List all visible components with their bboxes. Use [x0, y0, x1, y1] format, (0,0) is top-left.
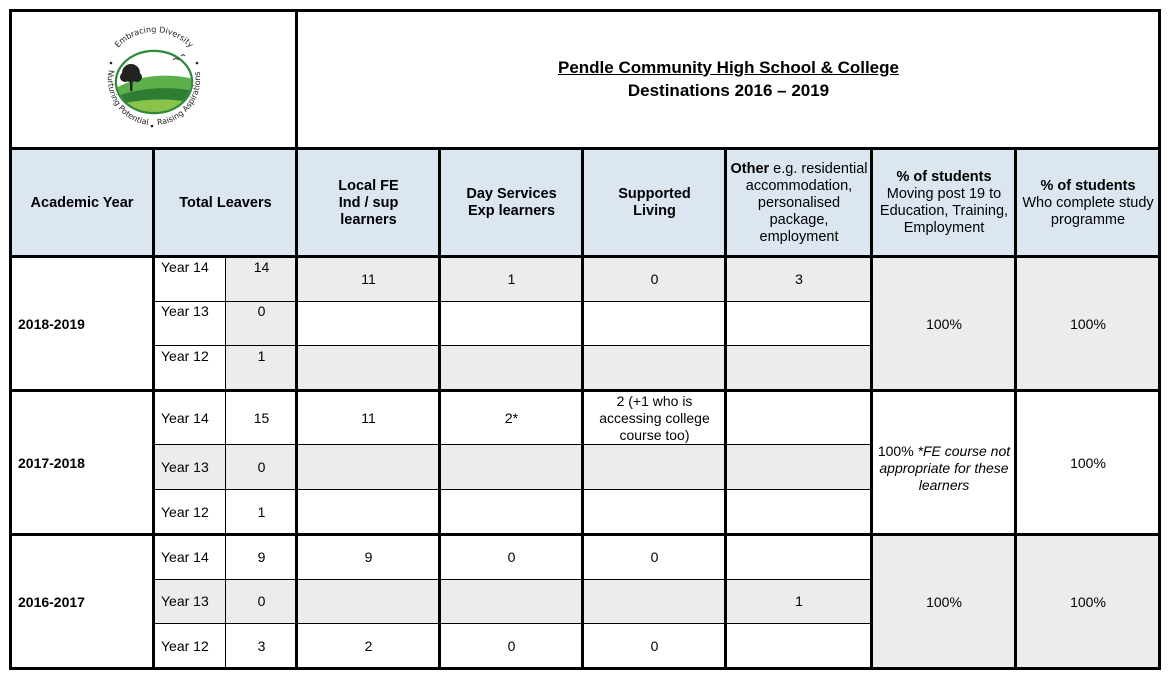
pct-complete-value: 100% — [1016, 257, 1160, 391]
pct-complete-value: 100% — [1016, 391, 1160, 535]
other-value — [726, 624, 872, 669]
border-row — [154, 623, 872, 624]
pct-post19-value: 100% — [872, 257, 1016, 391]
year-label: Year 13 — [154, 301, 226, 346]
pct-post19-header-bold: % of students — [896, 169, 992, 185]
border-outer-bottom — [9, 667, 1161, 670]
logo-arc-top: Embracing Diversity — [112, 24, 195, 49]
pct-complete-value: 100% — [1016, 535, 1160, 669]
academic-year-cell: 2018-2019 — [10, 257, 154, 391]
pct-post19-value: 100% — [872, 535, 1016, 669]
supported-living-value: 2 (+1 who is accessing college course too) — [583, 391, 726, 445]
day-services-value: 0 — [440, 535, 583, 579]
day-services-value: 1 — [440, 257, 583, 301]
col-header-pct-complete — [1016, 149, 1160, 257]
border-col — [870, 147, 873, 670]
border-col — [438, 147, 441, 670]
logo-cell — [10, 10, 297, 149]
border-row — [154, 345, 872, 346]
local-fe-value: 2 — [297, 624, 440, 669]
local-fe-value: 11 — [297, 257, 440, 301]
local-fe-value — [297, 579, 440, 624]
school-logo — [89, 25, 219, 135]
total-leavers-value: 0 — [226, 445, 297, 490]
total-leavers-value: 0 — [226, 301, 297, 346]
other-value — [726, 301, 872, 346]
other-header-rest: e.g. residential accommodation, personalised package, employment — [745, 160, 868, 245]
border-col — [581, 147, 584, 670]
local-fe-value: 11 — [297, 391, 440, 445]
border-outer-left — [9, 9, 12, 670]
border-col — [1014, 147, 1017, 670]
academic-year-cell: 2017-2018 — [10, 391, 154, 535]
local-fe-value — [297, 301, 440, 346]
supported-living-value: 0 — [583, 257, 726, 301]
border-subcol — [225, 257, 226, 669]
border-group-2 — [9, 533, 1161, 536]
col-header-academic-year: Academic Year — [10, 149, 154, 257]
border-row — [154, 444, 872, 445]
report-title: Destinations 2016 – 2019 — [627, 80, 830, 100]
border-group-1 — [9, 389, 1161, 392]
pct-complete-header-bold: % of students — [1040, 177, 1136, 194]
supported-living-value: 0 — [583, 535, 726, 579]
year-label: Year 13 — [154, 445, 226, 490]
year-label: Year 12 — [154, 346, 226, 391]
other-value: 1 — [726, 579, 872, 624]
year-label: Year 12 — [154, 490, 226, 535]
other-value — [726, 535, 872, 579]
border-row — [154, 301, 872, 302]
year-label: Year 12 — [154, 624, 226, 669]
pct-post19-number: 100% — [877, 442, 914, 459]
local-fe-value — [297, 445, 440, 490]
col-header-total-leavers: Total Leavers — [154, 149, 297, 257]
other-value — [726, 346, 872, 391]
total-leavers-value: 0 — [226, 579, 297, 624]
total-leavers-value: 9 — [226, 535, 297, 579]
day-services-value — [440, 346, 583, 391]
other-header-bold: Other — [730, 160, 770, 177]
total-leavers-value: 14 — [226, 257, 297, 301]
col-header-supported-living: Supported Living — [583, 149, 726, 257]
local-fe-value — [297, 346, 440, 391]
total-leavers-value: 1 — [226, 490, 297, 535]
border-row — [154, 489, 872, 490]
border-col — [295, 9, 298, 670]
col-header-pct-post19 — [872, 149, 1016, 257]
border-outer-top — [9, 9, 1161, 12]
border-outer-right — [1158, 9, 1161, 670]
border-header-top — [9, 147, 1161, 150]
school-name: Pendle Community High School & College — [558, 57, 899, 77]
year-label: Year 14 — [154, 535, 226, 579]
logo-arc-left: Nurturing Potential — [105, 68, 149, 127]
year-label: Year 13 — [154, 579, 226, 624]
supported-living-value — [583, 301, 726, 346]
other-value: 3 — [726, 257, 872, 301]
supported-living-value — [583, 445, 726, 490]
local-fe-value: 9 — [297, 535, 440, 579]
day-services-value — [440, 445, 583, 490]
day-services-value — [440, 579, 583, 624]
pct-post19-footnote: *FE course not appropriate for these learners — [879, 442, 1011, 493]
day-services-value — [440, 301, 583, 346]
border-header-bottom — [9, 255, 1161, 258]
svg-text:Embracing Diversity — [112, 25, 194, 50]
day-services-value — [440, 490, 583, 535]
border-row — [154, 579, 872, 580]
academic-year-cell: 2016-2017 — [10, 535, 154, 669]
col-header-local-fe: Local FE Ind / sup learners — [297, 149, 440, 257]
col-header-other — [726, 149, 872, 257]
year-label: Year 14 — [154, 391, 226, 445]
supported-living-value: 0 — [583, 624, 726, 669]
pct-post19-value — [872, 391, 1016, 535]
total-leavers-value: 15 — [226, 391, 297, 445]
pct-post19-header-rest: Moving post 19 to Education, Training, Employment — [879, 186, 1009, 236]
total-leavers-value: 1 — [226, 346, 297, 391]
other-value — [726, 445, 872, 490]
day-services-value: 0 — [440, 624, 583, 669]
total-leavers-value: 3 — [226, 624, 297, 669]
day-services-value: 2* — [440, 391, 583, 445]
logo-arc-right: Raising Aspirations — [155, 70, 202, 127]
col-header-day-services: Day Services Exp learners — [440, 149, 583, 257]
pct-complete-header-rest: Who complete study programme — [1022, 194, 1154, 228]
border-col — [152, 147, 155, 670]
year-label: Year 14 — [154, 257, 226, 301]
title-cell — [297, 10, 1160, 149]
supported-living-value — [583, 490, 726, 535]
border-col — [724, 147, 727, 670]
supported-living-value — [583, 346, 726, 391]
other-value — [726, 490, 872, 535]
other-value — [726, 391, 872, 445]
local-fe-value — [297, 490, 440, 535]
supported-living-value — [583, 579, 726, 624]
